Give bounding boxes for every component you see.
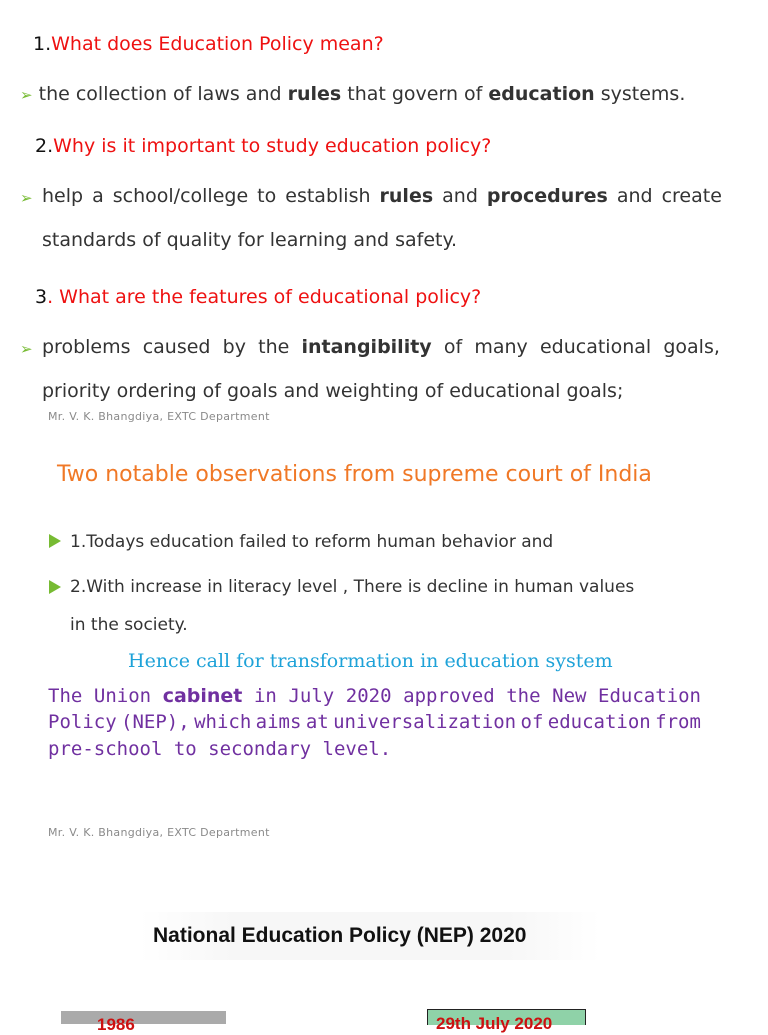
answer-1-bold-rules: rules — [287, 83, 342, 105]
arrow-bullet-icon: ➢ — [20, 340, 33, 358]
answer-1-text: that govern of — [341, 83, 489, 105]
answer-1-bold-education: education — [488, 83, 595, 105]
word: by — [222, 336, 246, 358]
word: goals, — [663, 336, 720, 358]
word: to — [257, 185, 277, 207]
union-line-1 — [48, 685, 701, 707]
question-2-text: Why is it important to study education policy? — [53, 135, 492, 157]
word: New — [552, 685, 587, 707]
word: at — [305, 711, 329, 733]
word: 2020 — [345, 685, 392, 707]
observation-1: 1.Todays education failed to reform human behavior and — [70, 532, 554, 552]
word: and — [616, 185, 653, 207]
answer-1-text: the collection of laws and — [38, 83, 288, 105]
word: July — [288, 685, 335, 707]
question-1-number: 1. — [33, 33, 52, 55]
word: of — [443, 336, 463, 358]
answer-1 — [20, 83, 685, 105]
observation-2-line-2: in the society. — [70, 615, 188, 635]
word: (NEP), — [121, 711, 190, 733]
timeline-box-right — [427, 1009, 586, 1033]
word: universalization — [333, 711, 517, 733]
answer-2-line-2: standards of quality for learning and safety. — [42, 229, 458, 251]
word: the — [506, 685, 541, 707]
arrow-bullet-icon: ➢ — [20, 189, 33, 207]
word: Union — [93, 685, 152, 707]
word: The — [48, 685, 83, 707]
question-1-text: What does Education Policy mean? — [51, 33, 384, 55]
word: establish — [285, 185, 371, 207]
observations-heading: Two notable observations from supreme court of India — [57, 462, 652, 487]
word: and — [442, 185, 478, 207]
word: create — [661, 185, 722, 207]
word: a — [92, 185, 104, 207]
word: from — [655, 711, 701, 733]
word: school/college — [112, 185, 249, 207]
nep-title: National Education Policy (NEP) 2020 — [153, 924, 527, 947]
word: problems — [42, 336, 131, 358]
answer-1-text: systems. — [594, 83, 686, 105]
word: Policy — [48, 711, 117, 733]
question-2 — [35, 135, 491, 157]
question-3-number: 3 — [35, 286, 48, 308]
timeline-year-left: 1986 — [97, 1015, 135, 1034]
hence-statement: Hence call for transformation in education system — [128, 650, 613, 672]
word: which — [194, 711, 252, 733]
word: education — [547, 711, 651, 733]
word: in — [253, 685, 277, 707]
answer-3-bold-intangibility: intangibility — [301, 336, 432, 358]
word: help — [42, 185, 84, 207]
question-2-number: 2. — [35, 135, 54, 157]
union-bold-cabinet: cabinet — [162, 685, 243, 707]
triangle-bullet-icon — [49, 534, 61, 548]
slide-2-footer: Mr. V. K. Bhangdiya, EXTC Department — [48, 826, 270, 839]
word: aims — [255, 711, 302, 733]
answer-2-bold-rules: rules — [379, 185, 434, 207]
slide-1-footer: Mr. V. K. Bhangdiya, EXTC Department — [48, 410, 270, 423]
answer-3-line-1 — [42, 336, 720, 358]
question-3-text: . What are the features of educational policy? — [47, 286, 482, 308]
question-1 — [33, 33, 384, 55]
timeline-date-right: 29th July 2020 — [436, 1014, 553, 1033]
word: educational — [539, 336, 652, 358]
timeline-box-left — [61, 1011, 226, 1034]
answer-3-line-2: priority ordering of goals and weighting of educational goals; — [42, 380, 624, 402]
triangle-bullet-icon — [49, 580, 61, 594]
answer-2-line-1 — [42, 185, 722, 207]
union-line-2 — [48, 711, 701, 733]
word: Education — [598, 685, 701, 707]
word: caused — [142, 336, 211, 358]
union-line-3: pre-school to secondary level. — [48, 738, 392, 760]
word: approved — [403, 685, 495, 707]
word: the — [258, 336, 290, 358]
observation-2-line-1: 2.With increase in literacy level , There is decline in human values — [70, 577, 635, 597]
question-3 — [35, 286, 481, 308]
word: of — [520, 711, 544, 733]
arrow-bullet-icon: ➢ — [20, 86, 33, 104]
word: many — [474, 336, 528, 358]
answer-2-bold-procedures: procedures — [486, 185, 608, 207]
